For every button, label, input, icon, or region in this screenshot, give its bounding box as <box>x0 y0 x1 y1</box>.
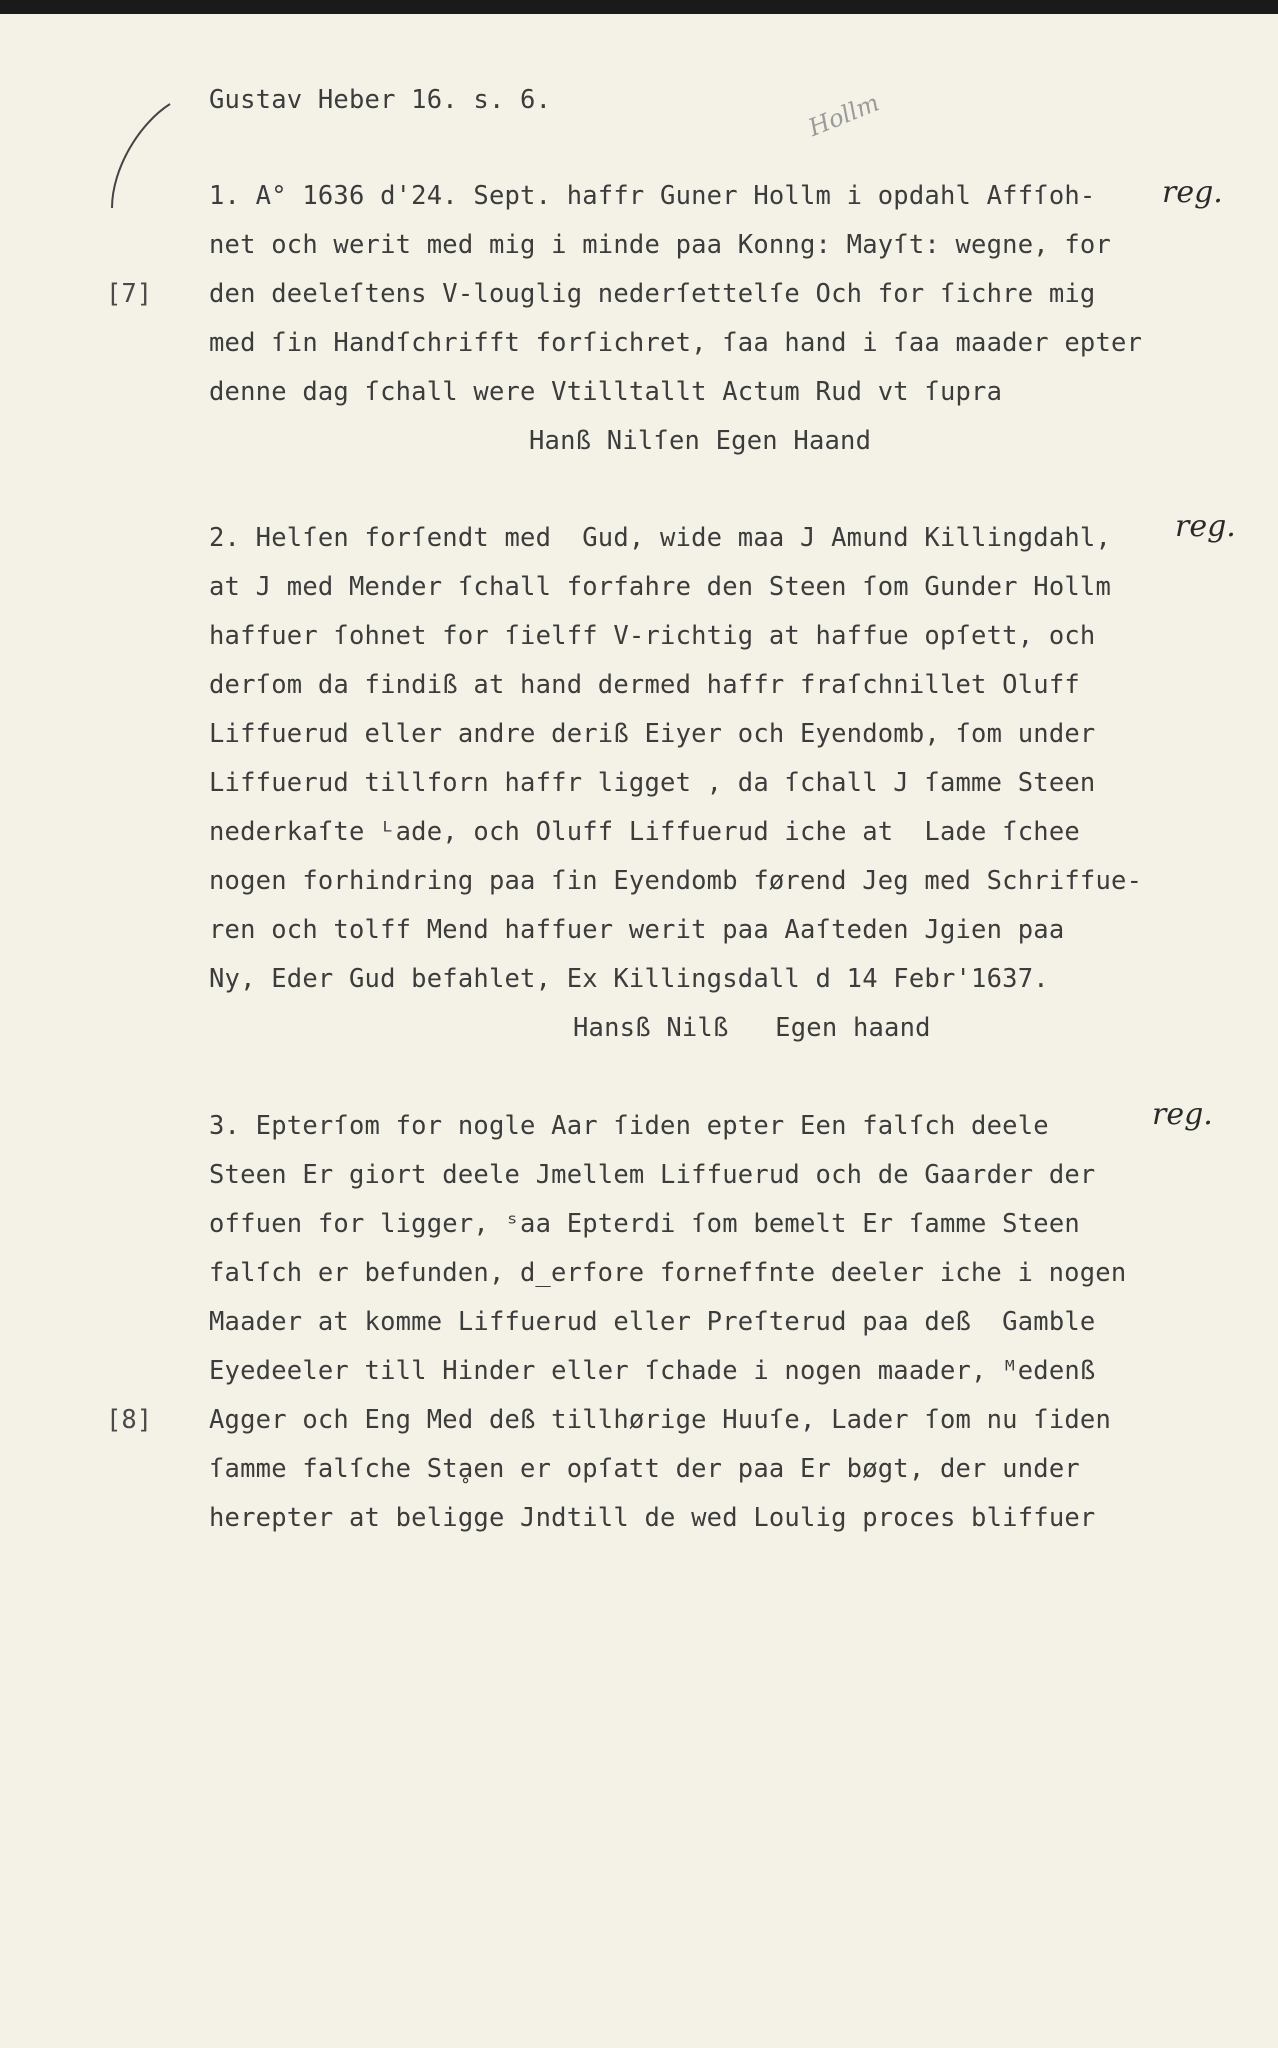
entry-3-line-8: ſamme falſche Stḁen er opſatt der paa Er bøgt, der under <box>209 1454 1080 1484</box>
entry-2-line-1: 2. Helſen forſendt med Gud, wide maa J Amund Killingdahl, <box>209 523 1112 553</box>
entry-2-line-7: nederkaſte ᴸade, och Oluff Liffuerud iche at Lade ſchee <box>209 817 1080 847</box>
entry-3-line-2: Steen Er giort deele Jmellem Liffuerud och de Gaarder der <box>209 1160 1096 1190</box>
entry-2-line-5: Liffuerud eller andre deriß Eiyer och Eyendomb, ſom under <box>209 719 1096 749</box>
entry-3-line-9: herepter at beligge Jndtill de wed Loulig proces bliffuer <box>209 1503 1096 1533</box>
pencil-annotation: Hollm <box>804 88 884 142</box>
entry-1-line-3: den deeleſtens V-louglig nederſettelſe Och for ſichre mig <box>209 279 1096 309</box>
entry-2-line-10: Ny, Eder Gud befahlet, Ex Killingsdall d 14 Febr'1637. <box>209 964 1049 994</box>
page-marker-7: [7] <box>106 279 153 309</box>
entry-1-line-5: denne dag ſchall were Vtilltallt Actum Rud vt ſupra <box>209 377 1003 407</box>
entry-3-margin-note: reg. <box>1152 1097 1213 1132</box>
entry-2-margin-note: reg. <box>1175 509 1236 544</box>
entry-2-line-3: haffuer ſohnet for ſielff V-richtig at haffue opſett, och <box>209 621 1096 651</box>
document-page <box>0 14 1278 2048</box>
entry-3-line-3: offuen for ligger, ˢaa Epterdi ſom bemelt Er ſamme Steen <box>209 1209 1080 1239</box>
entry-2-signature: Hansß Nilß Egen haand <box>573 1013 931 1043</box>
entry-2-line-9: ren och tolff Mend haffuer werit paa Aaſteden Jgien paa <box>209 915 1065 945</box>
entry-1-signature: Hanß Nilſen Egen Haand <box>529 426 872 456</box>
entry-1-margin-note: reg. <box>1162 175 1223 210</box>
page-marker-8: [8] <box>106 1405 153 1435</box>
document-header: Gustav Heber 16. s. 6. <box>209 85 552 115</box>
entry-3-line-6: Eyedeeler till Hinder eller ſchade i nogen maader, ᴹedenß <box>209 1356 1096 1386</box>
entry-3-line-1: 3. Epterſom for nogle Aar ſiden epter Een falſch deele <box>209 1111 1049 1141</box>
entry-2-line-2: at J med Mender ſchall forfahre den Steen ſom Gunder Hollm <box>209 572 1112 602</box>
entry-1-line-2: net och werit med mig i minde paa Konng: Mayſt: wegne, for <box>209 230 1112 260</box>
entry-2-line-4: derſom da findiß at hand dermed haffr fraſchnillet Oluff <box>209 670 1080 700</box>
margin-bracket-mark <box>100 98 180 218</box>
entry-3-line-5: Maader at komme Liffuerud eller Preſterud paa deß Gamble <box>209 1307 1096 1337</box>
entry-2-line-8: nogen forhindring paa ſin Eyendomb førend Jeg med Schriffue- <box>209 866 1143 896</box>
entry-1-line-1: 1. A° 1636 d'24. Sept. haffr Guner Hollm i opdahl Affſoh- <box>209 181 1096 211</box>
entry-3-line-7: Agger och Eng Med deß tillhørige Huuſe, Lader ſom nu ſiden <box>209 1405 1112 1435</box>
entry-1-line-4: med ſin Handſchrifft forſichret, ſaa hand i ſaa maader epter <box>209 328 1143 358</box>
entry-3-line-4: falſch er befunden, d̲erfore forneffnte deeler iche i nogen <box>209 1258 1127 1288</box>
entry-2-line-6: Liffuerud tillforn haffr ligget , da ſchall J ſamme Steen <box>209 768 1096 798</box>
